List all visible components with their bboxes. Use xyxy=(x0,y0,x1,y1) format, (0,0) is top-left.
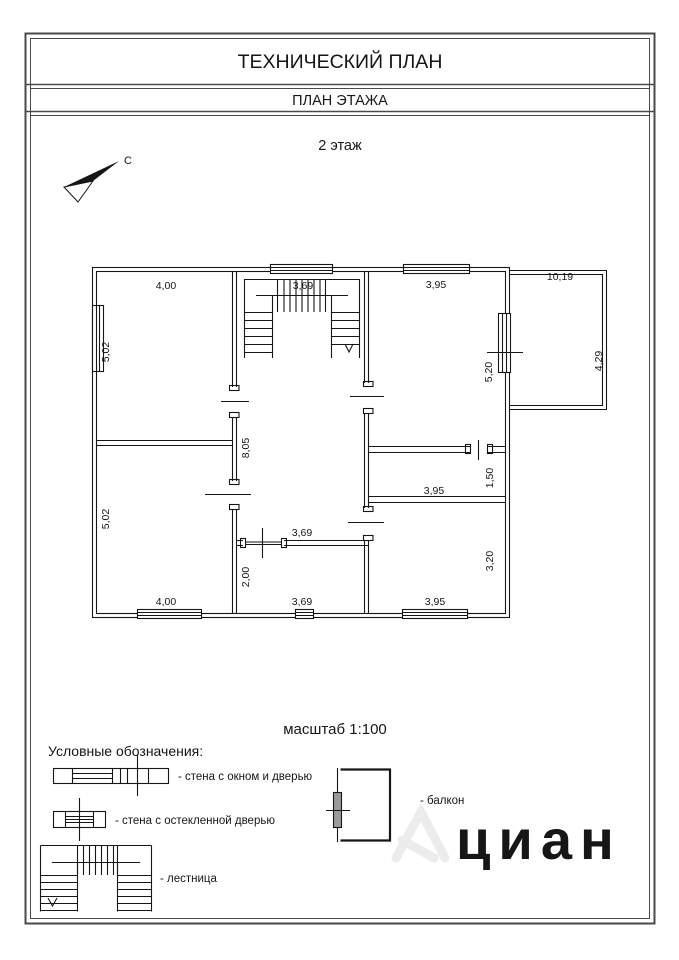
floor-plan xyxy=(93,265,607,619)
north-arrow-icon xyxy=(64,155,132,202)
dim-label: 3,95 xyxy=(424,596,446,608)
legend-stairs-label: - лестница xyxy=(160,873,217,885)
page-frame xyxy=(26,34,655,924)
legend-heading: Условные обозначения: xyxy=(48,743,204,759)
watermark xyxy=(396,808,622,871)
door-jamb xyxy=(230,413,240,418)
dim-label: 2,00 xyxy=(240,566,252,588)
dim-label: 5,02 xyxy=(100,341,112,363)
stairs-down-arrow-icon xyxy=(345,344,353,352)
wall-left-divider xyxy=(96,441,232,446)
dim-label: 3,69 xyxy=(292,280,314,292)
dim-label: 8,05 xyxy=(240,437,252,459)
scale-label: масштаб 1:100 xyxy=(283,721,387,738)
legend xyxy=(41,755,465,912)
stairs-down-arrow-icon xyxy=(48,898,57,906)
door-jamb xyxy=(230,505,240,510)
wall-right-lower xyxy=(369,497,507,503)
door-jamb xyxy=(364,409,374,414)
window-bottom-middle xyxy=(296,610,314,619)
dim-label: 5,20 xyxy=(483,361,495,383)
legend-balcony-icon xyxy=(326,768,390,842)
balcony-outline xyxy=(510,271,607,410)
dim-label: 3,69 xyxy=(291,527,313,539)
legend-wall-glazed-door-icon xyxy=(54,798,106,841)
watermark-logo-icon xyxy=(396,812,445,858)
dim-label: 4,29 xyxy=(593,350,605,372)
door-jamb xyxy=(230,386,240,391)
legend-stairs-icon xyxy=(41,846,152,912)
dimension-labels xyxy=(100,271,605,608)
watermark-text: циан xyxy=(456,808,622,871)
wall-corridor-right xyxy=(348,271,384,614)
windows xyxy=(93,265,524,619)
north-label: С xyxy=(124,155,132,167)
dim-label: 3,95 xyxy=(425,279,447,291)
floor-label: 2 этаж xyxy=(318,138,362,154)
door-jamb xyxy=(282,539,287,548)
dim-label: 4,00 xyxy=(155,280,177,292)
window-bottom-left xyxy=(138,610,202,619)
door-jamb xyxy=(364,536,374,541)
legend-wall-glazed-door-label: - стена с остекленной дверью xyxy=(115,815,275,827)
legend-wall-window-door-icon xyxy=(54,755,169,796)
legend-balcony-label: - балкон xyxy=(420,795,465,807)
outer-walls xyxy=(93,268,510,618)
dim-label: 4,00 xyxy=(155,596,177,608)
legend-wall-window-door-label: - стена с окном и дверью xyxy=(178,771,313,783)
page-subtitle: ПЛАН ЭТАЖА xyxy=(292,93,388,109)
dim-label: 10,19 xyxy=(546,271,574,283)
window-top-stairs xyxy=(271,265,333,274)
wall-right-upper xyxy=(369,440,507,460)
window-bottom-right xyxy=(403,610,468,619)
door-jamb xyxy=(241,539,246,548)
page-title: ТЕХНИЧЕСКИЙ ПЛАН xyxy=(237,51,443,73)
dim-label: 3,20 xyxy=(484,550,496,572)
door-jamb xyxy=(230,480,240,485)
dim-label: 5,02 xyxy=(100,508,112,530)
dim-label: 3,95 xyxy=(423,485,445,497)
dim-label: 3,69 xyxy=(291,596,313,608)
dim-label: 1,50 xyxy=(484,467,496,489)
window-top-right xyxy=(404,265,470,274)
